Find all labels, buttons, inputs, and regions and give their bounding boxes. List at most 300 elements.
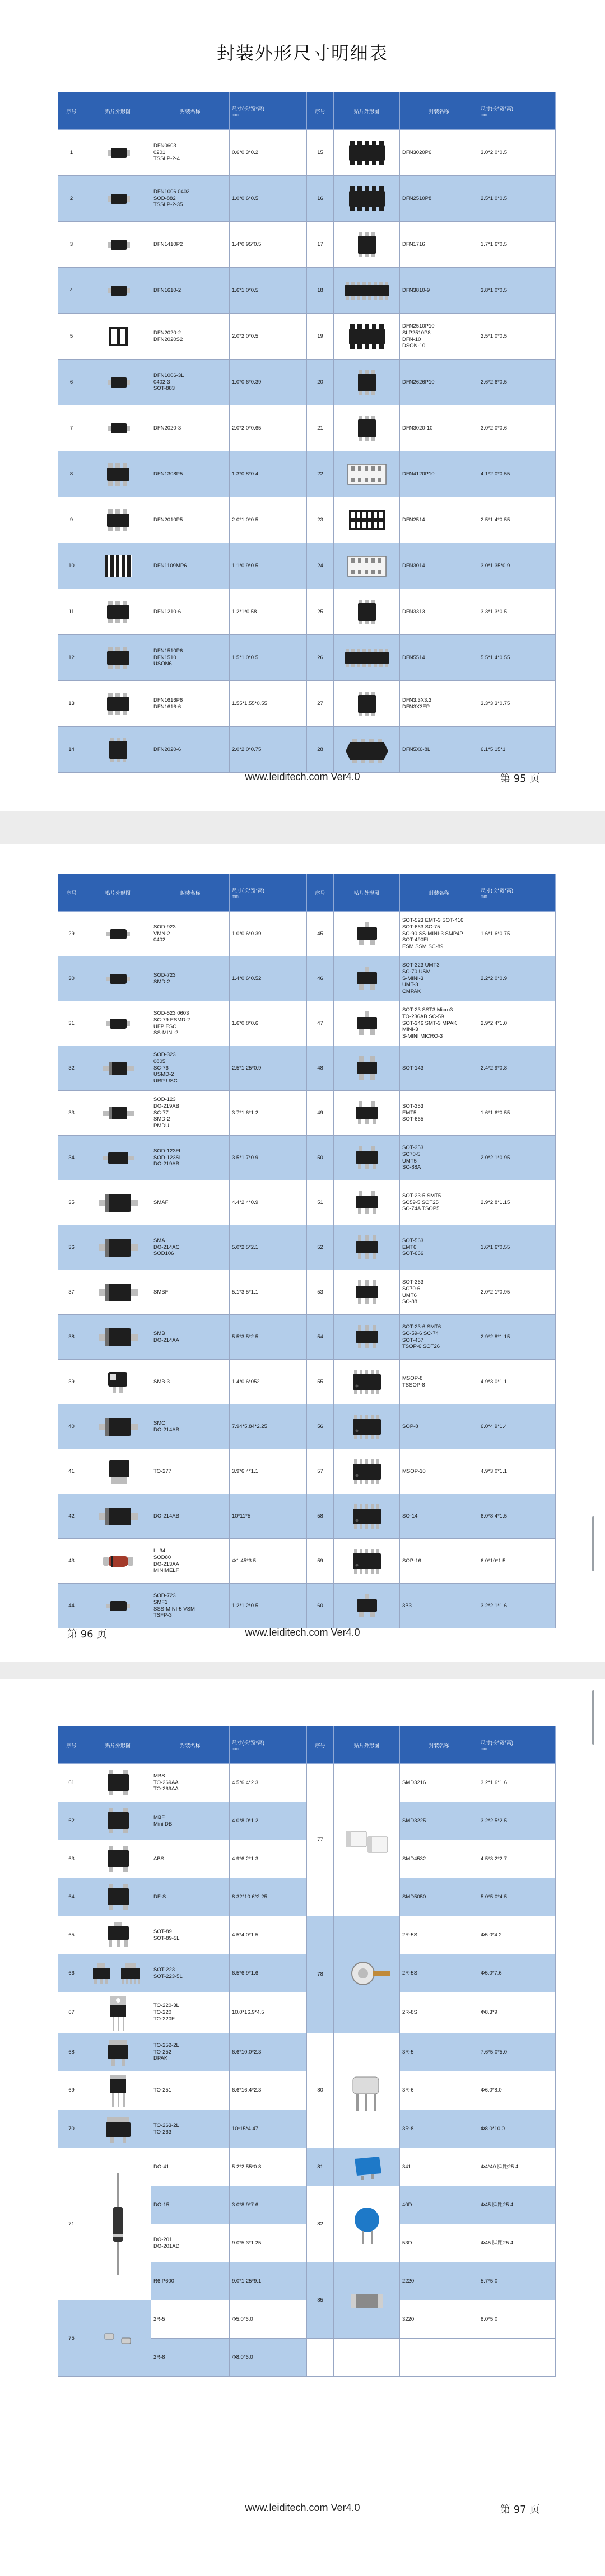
- package-name: DFN1210-6: [151, 589, 230, 635]
- row-number: 60: [307, 1584, 334, 1628]
- package-name: TO-252-2L TO-252 DPAK: [151, 2033, 230, 2071]
- row-number: 17: [307, 222, 334, 268]
- package-name: 2R-5: [151, 2300, 230, 2339]
- package-size: Φ6.0*8.0: [478, 2071, 556, 2110]
- package-image: [85, 1992, 151, 2033]
- row-number: 20: [307, 360, 334, 405]
- row-number: 61: [58, 1764, 85, 1802]
- package-size: 1.6*1.0*0.5: [230, 268, 307, 314]
- package-size: 3.2*1.6*1.6: [478, 1764, 556, 1802]
- header-size: 尺寸(长*宽*高) mm: [230, 874, 307, 912]
- row-number: 52: [307, 1225, 334, 1270]
- row-number: 41: [58, 1449, 85, 1494]
- package-size: 2.5*1.0*0.5: [478, 314, 556, 360]
- package-name: SMBF: [151, 1270, 230, 1315]
- row-number: 8: [58, 451, 85, 497]
- table-row: [58, 1136, 556, 1180]
- header-name: 封装名称: [151, 1726, 230, 1764]
- package-size: 1.7*1.6*0.5: [478, 222, 556, 268]
- package-size: 6.0*10*1.5: [478, 1539, 556, 1584]
- package-name: SOD-123FL SOD-123SL DO-219AB: [151, 1136, 230, 1180]
- table-row: [58, 360, 556, 405]
- soic-package-icon: [342, 1558, 392, 1564]
- sod-small-package-icon: [99, 1020, 138, 1026]
- package-size: Φ8.3*9: [478, 1992, 556, 2033]
- package-name: SMB-3: [151, 1360, 230, 1404]
- row-number: 82: [307, 2186, 334, 2262]
- header-image: 贴片外形图: [334, 874, 400, 912]
- package-name: MSOP-8 TSSOP-8: [400, 1360, 478, 1404]
- table-row: [58, 451, 556, 497]
- footer-website: www.leiditech.com Ver4.0: [245, 771, 360, 782]
- package-size: 1.4*0.95*0.5: [230, 222, 307, 268]
- package-name: SOD-723 SMD-2: [151, 956, 230, 1001]
- package-size: 2.2*2.0*0.9: [478, 956, 556, 1001]
- package-name: TO-220-3L TO-220 TO-220F: [151, 1992, 230, 2033]
- package-size: 6.0*8.4*1.5: [478, 1494, 556, 1539]
- package-image: [85, 727, 151, 773]
- row-number: 36: [58, 1225, 85, 1270]
- package-size: 2.9*2.4*1.0: [478, 1001, 556, 1046]
- package-image: [334, 1539, 400, 1584]
- package-size: 2.6*2.6*0.5: [478, 360, 556, 405]
- package-name: SOT-23-5 SMT5 SC59-5 SOT25 SC-74A TSOP5: [400, 1180, 478, 1225]
- package-image: [85, 1916, 151, 1954]
- table-row: [58, 1046, 556, 1091]
- package-name: SOD-523 0603 SC-79 ESMD-2 UFP ESC SS-MINI-2: [151, 1001, 230, 1046]
- bridge-package-icon: [93, 1856, 143, 1862]
- package-image: [334, 1764, 400, 1916]
- package-image: [334, 268, 400, 314]
- sod-small-package-icon: [99, 1603, 138, 1609]
- table-row: [58, 1315, 556, 1360]
- row-number: 4: [58, 268, 85, 314]
- melf-package-icon: [93, 1558, 143, 1564]
- package-image: [85, 1046, 151, 1091]
- package-size: 1.6*1.6*0.55: [478, 1225, 556, 1270]
- to251-package-icon: [96, 2088, 141, 2094]
- row-number: 11: [58, 589, 85, 635]
- package-size: 5.0*2.5*2.1: [230, 1225, 307, 1270]
- package-name: DFN4120P10: [400, 451, 478, 497]
- row-number: 7: [58, 405, 85, 451]
- package-name: DO-15: [151, 2186, 230, 2224]
- package-size: 1.2*1*0.58: [230, 589, 307, 635]
- package-image: [334, 405, 400, 451]
- package-size: 2.0*2.0*0.65: [230, 405, 307, 451]
- dfn-small-package-icon: [99, 379, 138, 385]
- sot6-package-icon: [345, 1244, 389, 1250]
- package-image: [85, 222, 151, 268]
- package-name: DO-214AB: [151, 1494, 230, 1539]
- package-image: [85, 589, 151, 635]
- package-name: DFN2626P10: [400, 360, 478, 405]
- package-name: LL34 SOD80 DO-213AA MINIMELF: [151, 1539, 230, 1584]
- sod-small-package-icon: [99, 931, 138, 937]
- package-name: SOT-563 EMT6 SOT-666: [400, 1225, 478, 1270]
- table-row: [58, 1764, 556, 1802]
- package-name: SOT-353 SC70-5 UMT5 SC-88A: [400, 1136, 478, 1180]
- package-image: [334, 1916, 400, 2033]
- package-size: 1.2*1.2*0.5: [230, 1584, 307, 1628]
- package-size: 5.1*3.5*1.1: [230, 1270, 307, 1315]
- package-size: 2.9*2.8*1.15: [478, 1315, 556, 1360]
- package-name: DFN3014: [400, 543, 478, 589]
- package-size: 3.2*2.5*2.5: [478, 1802, 556, 1840]
- sot5-package-icon: [345, 1110, 389, 1116]
- sma-package-icon: [93, 1513, 143, 1519]
- row-number: 43: [58, 1539, 85, 1584]
- header-image: 贴片外形图: [334, 1726, 400, 1764]
- row-number: 42: [58, 1494, 85, 1539]
- bridge-package-icon: [93, 1780, 143, 1786]
- sod-leads-package-icon: [96, 1065, 141, 1071]
- package-size: Φ4*40 脚距25.4: [478, 2148, 556, 2186]
- package-size: 2.0*2.1*0.95: [478, 1136, 556, 1180]
- scrollbar-thumb[interactable]: [592, 1516, 594, 1571]
- package-image: [85, 268, 151, 314]
- package-name: DFN3.3X3.3 DFN3X3EP: [400, 681, 478, 727]
- package-size: 4.5*4.0*1.5: [230, 1916, 307, 1954]
- row-number: 53: [307, 1270, 334, 1315]
- package-name: SOD-323 0805 SC-76 USMD-2 URP USC: [151, 1046, 230, 1091]
- package-image: [85, 1449, 151, 1494]
- package-size: 3.3*3.3*0.75: [478, 681, 556, 727]
- package-size: 2.9*2.8*1.15: [478, 1180, 556, 1225]
- package-image: [85, 1840, 151, 1878]
- header-name: 封装名称: [400, 1726, 478, 1764]
- dfn-small-package-icon: [99, 287, 138, 293]
- row-number: 57: [307, 1449, 334, 1494]
- package-image: [85, 1315, 151, 1360]
- dfn-small-package-icon: [99, 150, 138, 156]
- header-no: 序号: [307, 92, 334, 130]
- header-name: 封装名称: [151, 92, 230, 130]
- table-row: [58, 1360, 556, 1404]
- package-size: 3.0*2.0*0.5: [478, 130, 556, 176]
- package-image: [85, 1539, 151, 1584]
- package-size: Φ8.0*6.0: [230, 2339, 307, 2377]
- package-size: 3.0*1.35*0.9: [478, 543, 556, 589]
- row-number: 71: [58, 2148, 85, 2300]
- package-size: 5.5*1.4*0.55: [478, 635, 556, 681]
- dfn-outline-package-icon: [339, 471, 395, 477]
- row-number: 77: [307, 1764, 334, 1916]
- header-name: 封装名称: [400, 92, 478, 130]
- package-name: SMAF: [151, 1180, 230, 1225]
- package-name: DFN3810-9: [400, 268, 478, 314]
- package-size: Φ5.0*6.0: [230, 2300, 307, 2339]
- chip-grey-package-icon: [342, 2297, 392, 2303]
- package-size: 5.5*3.5*2.5: [230, 1315, 307, 1360]
- package-size: 4.9*3.0*1.1: [478, 1449, 556, 1494]
- package-size: 2.0*2.0*0.5: [230, 314, 307, 360]
- header-image: 贴片外形图: [85, 92, 151, 130]
- package-name: DFN2510P8: [400, 176, 478, 222]
- header-size: 尺寸(长*宽*高) mm: [478, 874, 556, 912]
- package-size: 6.1*5.15*1: [478, 727, 556, 773]
- package-size: 1.4*0.6*0.52: [230, 956, 307, 1001]
- package-name: SMD5050: [400, 1878, 478, 1916]
- table-row: [58, 222, 556, 268]
- package-name: SOP-16: [400, 1539, 478, 1584]
- package-size: 3.2*2.1*1.6: [478, 1584, 556, 1628]
- sod-leads-package-icon: [96, 1110, 141, 1116]
- smb3-package-icon: [96, 1379, 141, 1385]
- package-name: SMB DO-214AA: [151, 1315, 230, 1360]
- table-row: [58, 268, 556, 314]
- row-number: 46: [307, 956, 334, 1001]
- package-image: [334, 681, 400, 727]
- package-size: 0.6*0.3*0.2: [230, 130, 307, 176]
- row-number: 85: [307, 2262, 334, 2339]
- sot5-package-icon: [345, 1200, 389, 1206]
- package-size: 2.4*2.9*0.8: [478, 1046, 556, 1091]
- package-image: [85, 1954, 151, 1992]
- package-name: 3R-5: [400, 2033, 478, 2071]
- sot6-package-icon: [345, 1334, 389, 1340]
- table-row: [58, 497, 556, 543]
- package-name: 341: [400, 2148, 478, 2186]
- package-name: 2R-8S: [400, 1992, 478, 2033]
- package-size: 4.5*6.4*2.3: [230, 1764, 307, 1802]
- sod-small-package-icon: [99, 976, 138, 982]
- row-number: 23: [307, 497, 334, 543]
- header-image: 贴片外形图: [85, 1726, 151, 1764]
- package-image: [85, 1802, 151, 1840]
- row-number: 80: [307, 2033, 334, 2148]
- sot223-package-icon: [87, 1970, 149, 1976]
- package-name: 53D: [400, 2224, 478, 2262]
- package-size: Φ45 脚距25.4: [478, 2186, 556, 2224]
- package-size: 4.4*2.4*0.9: [230, 1180, 307, 1225]
- catalog-page-97: [0, 1679, 605, 2576]
- tiny-pair-package-icon: [96, 2335, 141, 2341]
- package-image: [334, 589, 400, 635]
- package-size: 1.6*1.6*0.55: [478, 1091, 556, 1136]
- package-size: 3.0*2.0*0.6: [478, 405, 556, 451]
- bridge-package-icon: [93, 1818, 143, 1824]
- package-size: Φ1.45*3.5: [230, 1539, 307, 1584]
- row-number: 65: [58, 1916, 85, 1954]
- package-size: 7.6*5.0*5.0: [478, 2033, 556, 2071]
- package-size: 10*11*5: [230, 1494, 307, 1539]
- package-size: 10.0*16.9*4.5: [230, 1992, 307, 2033]
- package-size: 5.0*5.0*4.5: [478, 1878, 556, 1916]
- package-name: SMC DO-214AB: [151, 1404, 230, 1449]
- package-image: [334, 2033, 400, 2148]
- package-image: [334, 956, 400, 1001]
- sma-package-icon: [93, 1244, 143, 1250]
- package-image: [85, 1764, 151, 1802]
- table-row: [58, 589, 556, 635]
- package-name: DFN1006-3L 0402-3 SOT-883: [151, 360, 230, 405]
- scrollbar-thumb[interactable]: [592, 1690, 594, 1745]
- gdt-package-icon: [336, 1972, 398, 1978]
- package-name: DFN1610-2: [151, 268, 230, 314]
- catalog-page-95: [0, 0, 605, 811]
- sma-package-icon: [93, 1334, 143, 1340]
- package-size: 2.0*2.0*0.75: [230, 727, 307, 773]
- row-number: 67: [58, 1992, 85, 2033]
- package-image: [334, 1494, 400, 1539]
- package-name: TO-277: [151, 1449, 230, 1494]
- package-image: [85, 2148, 151, 2300]
- table-row: [58, 176, 556, 222]
- package-image: [334, 1270, 400, 1315]
- package-image: [334, 1091, 400, 1136]
- row-number: 5: [58, 314, 85, 360]
- package-image: [334, 451, 400, 497]
- package-name: DFN1616P6 DFN1616-6: [151, 681, 230, 727]
- package-image: [85, 176, 151, 222]
- sma-package-icon: [93, 1200, 143, 1206]
- package-image: [85, 1270, 151, 1315]
- row-number: 32: [58, 1046, 85, 1091]
- header-no: 序号: [58, 1726, 85, 1764]
- blue-tab-package-icon: [345, 2164, 389, 2170]
- header-size: 尺寸(长*宽*高) mm: [230, 1726, 307, 1764]
- package-image: [334, 2148, 400, 2186]
- package-size: 8.32*10.6*2.25: [230, 1878, 307, 1916]
- package-image: [334, 360, 400, 405]
- dfn-legs-package-icon: [96, 701, 141, 707]
- package-image: [334, 727, 400, 773]
- sot3-package-icon: [345, 976, 389, 982]
- row-number: 12: [58, 635, 85, 681]
- package-image: [85, 1404, 151, 1449]
- table-row: [58, 2033, 556, 2071]
- dfn-bars-package-icon: [96, 563, 141, 569]
- row-number: 44: [58, 1584, 85, 1628]
- package-name: DFN1308P5: [151, 451, 230, 497]
- dfn-big-package-icon: [339, 746, 395, 753]
- row-number: 26: [307, 635, 334, 681]
- package-image: [85, 912, 151, 956]
- package-size: 1.6*1.6*0.75: [478, 912, 556, 956]
- row-number: 49: [307, 1091, 334, 1136]
- row-number: 69: [58, 2071, 85, 2110]
- soic-package-icon: [342, 1379, 392, 1385]
- package-size: 4.9*3.0*1.1: [478, 1360, 556, 1404]
- package-image: [85, 543, 151, 589]
- row-number: 81: [307, 2148, 334, 2186]
- package-name: SOT-523 EMT-3 SOT-416 SOT-663 SC-75 SC-90 SS-MINI-3 SMP4P SOT-490FL ESM SSM SC-89: [400, 912, 478, 956]
- package-size: Φ8.0*10.0: [478, 2110, 556, 2148]
- row-number: 30: [58, 956, 85, 1001]
- package-name: SOT-223 SOT-223-5L: [151, 1954, 230, 1992]
- row-number: 66: [58, 1954, 85, 1992]
- table-row: [58, 1449, 556, 1494]
- row-number: 22: [307, 451, 334, 497]
- package-image: [85, 956, 151, 1001]
- row-number: 64: [58, 1878, 85, 1916]
- package-image: [334, 2262, 400, 2339]
- table-row: [58, 1539, 556, 1584]
- package-size: 3.3*1.3*0.5: [478, 589, 556, 635]
- package-size: 2.5*1.25*0.9: [230, 1046, 307, 1091]
- package-name: SMA DO-214AC SOD106: [151, 1225, 230, 1270]
- package-image: [85, 405, 151, 451]
- package-image: [334, 314, 400, 360]
- package-image: [334, 1001, 400, 1046]
- package-name: SOD-123 DO-219AB SC-77 SMD-2 PMDU: [151, 1091, 230, 1136]
- package-size: 7.94*5.84*2.25: [230, 1404, 307, 1449]
- table-row: [58, 543, 556, 589]
- table-row: [58, 314, 556, 360]
- sot6-package-icon: [345, 1289, 389, 1295]
- package-size: 1.6*0.8*0.6: [230, 1001, 307, 1046]
- package-size: 1.4*0.6*052: [230, 1360, 307, 1404]
- package-name: DFN3020P6: [400, 130, 478, 176]
- package-image: [85, 451, 151, 497]
- to277-package-icon: [96, 1468, 141, 1474]
- package-size: 1.55*1.55*0.55: [230, 681, 307, 727]
- dfn-square-package-icon: [345, 379, 389, 385]
- package-name: DFN2020-3: [151, 405, 230, 451]
- row-number: 54: [307, 1315, 334, 1360]
- dfn-two-pad-package-icon: [99, 333, 138, 339]
- row-number: 14: [58, 727, 85, 773]
- package-size: 3.8*1.0*0.5: [478, 268, 556, 314]
- table-row: [58, 405, 556, 451]
- row-number: 29: [58, 912, 85, 956]
- row-number: 35: [58, 1180, 85, 1225]
- package-size: 3.5*1.7*0.9: [230, 1136, 307, 1180]
- package-name: SOD-723 SMF1 SSS-MINI-5 VSM TSFP-3: [151, 1584, 230, 1628]
- package-name: 2R-5S: [400, 1954, 478, 1992]
- dfn-wide-8-package-icon: [339, 150, 395, 156]
- package-image: [85, 1878, 151, 1916]
- dfn-legs-package-icon: [96, 517, 141, 523]
- table-row: [58, 1001, 556, 1046]
- package-size: 1.0*0.6*0.5: [230, 176, 307, 222]
- package-image: [334, 1046, 400, 1091]
- row-number: 78: [307, 1916, 334, 2033]
- package-name: R6 P600: [151, 2262, 230, 2300]
- package-name: DO-41: [151, 2148, 230, 2186]
- package-image: [334, 635, 400, 681]
- package-name: SOT-23 SST3 Micro3 TO-236AB SC-59 SOT-346 SMT-3 MPAK MINI-3 S-MINI MICRO-3: [400, 1001, 478, 1046]
- package-image: [85, 681, 151, 727]
- package-name: SOP-8: [400, 1404, 478, 1449]
- table-row: [58, 635, 556, 681]
- package-size: 2.0*1.0*0.5: [230, 497, 307, 543]
- package-size: 6.6*16.4*2.3: [230, 2071, 307, 2110]
- row-number: 2: [58, 176, 85, 222]
- dfn-square-package-icon: [345, 241, 389, 248]
- sot5-package-icon: [345, 1155, 389, 1161]
- dfn-legs-package-icon: [96, 471, 141, 477]
- soic-package-icon: [342, 1513, 392, 1519]
- package-name: SOT-23-6 SMT6 SC-59-6 SC-74 SOT-457 TSOP-6 SOT26: [400, 1315, 478, 1360]
- package-size: 1.1*0.9*0.5: [230, 543, 307, 589]
- dfn-wide-8-package-icon: [339, 195, 395, 202]
- package-name: DFN3313: [400, 589, 478, 635]
- package-size: 8.0*5.0: [478, 2300, 556, 2339]
- table-row: [58, 727, 556, 773]
- sma-package-icon: [93, 1289, 143, 1295]
- package-size: 1.0*0.6*0.39: [230, 912, 307, 956]
- sot3-package-icon: [345, 1020, 389, 1026]
- row-number: 6: [58, 360, 85, 405]
- row-number: 37: [58, 1270, 85, 1315]
- package-size: 6.0*4.9*1.4: [478, 1404, 556, 1449]
- package-size: 1.0*0.6*0.39: [230, 360, 307, 405]
- table-row: [58, 1494, 556, 1539]
- header-size: 尺寸(长*宽*高) mm: [478, 1726, 556, 1764]
- package-image: [334, 1404, 400, 1449]
